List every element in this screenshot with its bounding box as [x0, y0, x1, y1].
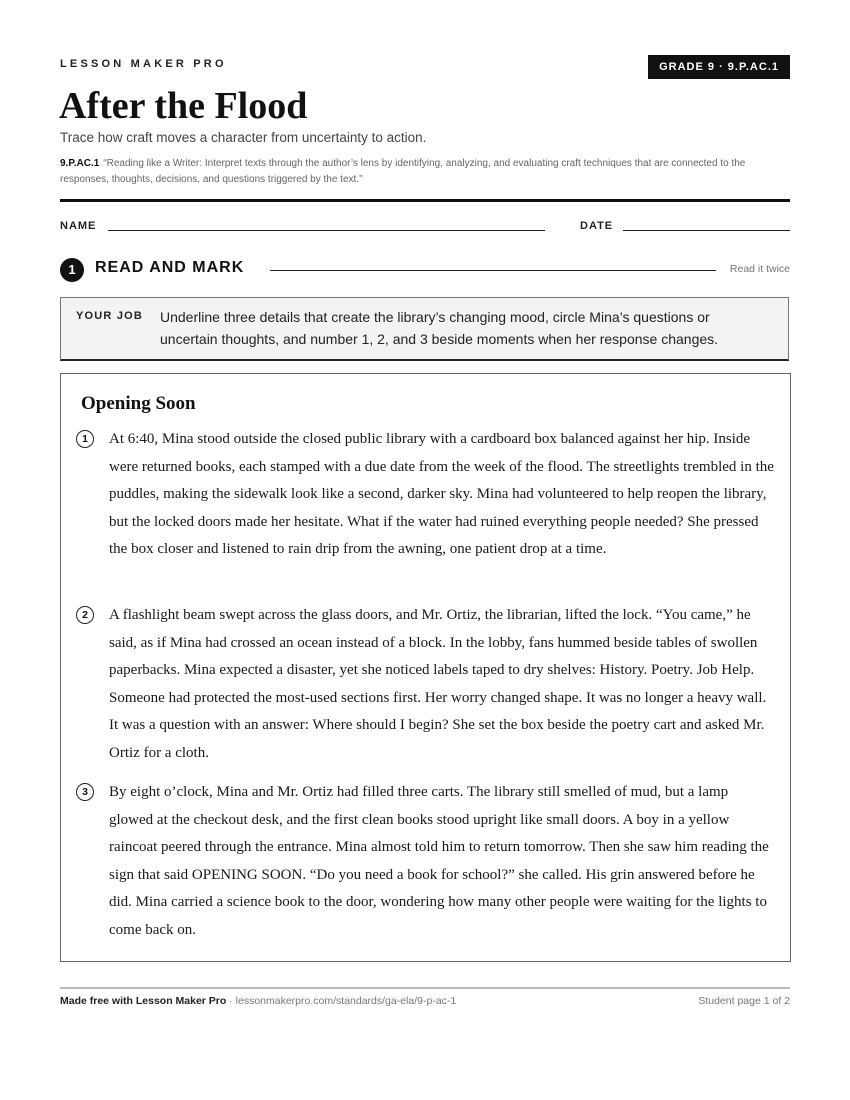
- passage-box: [60, 373, 791, 962]
- paragraph-number-1: 1: [76, 430, 94, 448]
- page-title: After the Flood: [59, 85, 308, 127]
- your-job-instructions: Underline three details that create the library’s changing mood, circle Mina’s questions or uncertain thoughts, and number 1, 2, and 3 beside moments when her response changes.: [160, 309, 719, 347]
- footer-credit: [60, 995, 456, 1007]
- date-label: DATE: [580, 220, 614, 232]
- your-job-box: [60, 297, 789, 361]
- paragraph-1: At 6:40, Mina stood outside the closed public library with a cardboard box balanced against her hip. Inside were returned books, each stamped with a due date from the week of the flood. The streetlights trembled in the puddles, making the sidewalk look like a second, darker sky. Mina had volunteered to help reopen the library, but the locked doors made her hesitate. What if the water had ruined everything people needed? She pressed the box closer and listened to rain drip from the awning, one patient drop at a time.: [109, 431, 774, 558]
- footer-url[interactable]: · lessonmakerpro.com/standards/ga-ela/9-p-ac-1: [226, 995, 457, 1007]
- name-label: NAME: [60, 220, 97, 232]
- section-number-badge: 1: [60, 258, 84, 282]
- standard-code: 9.P.AC.1: [60, 158, 100, 169]
- footer-divider: [60, 987, 790, 989]
- standard-description: [60, 156, 780, 188]
- grade-badge: GRADE 9 · 9.P.AC.1: [648, 55, 790, 79]
- standard-text: “Reading like a Writer: Interpret texts through the author’s lens by identifying, analyzing, and evaluating craft techniques that are connected to the responses, thoughts, decisions, and questions triggered by the text.”: [60, 158, 746, 185]
- paragraph-number-2: 2: [76, 606, 94, 624]
- name-field-line[interactable]: [108, 230, 545, 231]
- your-job-label: YOUR JOB: [76, 310, 144, 322]
- date-field-line[interactable]: [623, 230, 790, 231]
- page-subtitle: Trace how craft moves a character from uncertainty to action.: [60, 130, 427, 145]
- section-hint: Read it twice: [729, 263, 790, 275]
- section-title: READ AND MARK: [95, 259, 245, 276]
- paragraph-number-3: 3: [76, 783, 94, 801]
- passage-title: Opening Soon: [81, 393, 196, 414]
- paragraph-3: By eight o’clock, Mina and Mr. Ortiz had filled three carts. The library still smelled of mud, but a lamp glowed at the checkout desk, and the first clean books stood upright like small doors. A boy in a yellow raincoat peered through the entrance. Mina almost told him to return tomorrow. Then she saw him reading the sign that said OPENING SOON. “Do you need a book for school?” she called. His grin answered before he did. Mina carried a science book to the door, wondering how many other people were waiting for the lights to come back on.: [109, 784, 769, 938]
- header-divider: [60, 199, 790, 202]
- paragraph-2: A flashlight beam swept across the glass doors, and Mr. Ortiz, the librarian, lifted the lock. “You came,” he said, as if Mina had crossed an ocean instead of a block. In the lobby, fans hummed beside tables of swollen paperbacks. Mina expected a disaster, yet she noticed labels taped to dry shelves: History. Poetry. Job Help. Someone had protected the most-used sections first. Her worry changed shape. It was no longer a heavy wall. It was a question with an answer: Where should I begin? She set the box beside the poetry cart and asked Mr. Ortiz for a cloth.: [109, 607, 767, 761]
- footer-made-with: Made free with Lesson Maker Pro: [60, 995, 227, 1007]
- footer-page-number: Student page 1 of 2: [698, 995, 790, 1007]
- brand-label: LESSON MAKER PRO: [60, 58, 227, 70]
- section-divider: [270, 270, 716, 271]
